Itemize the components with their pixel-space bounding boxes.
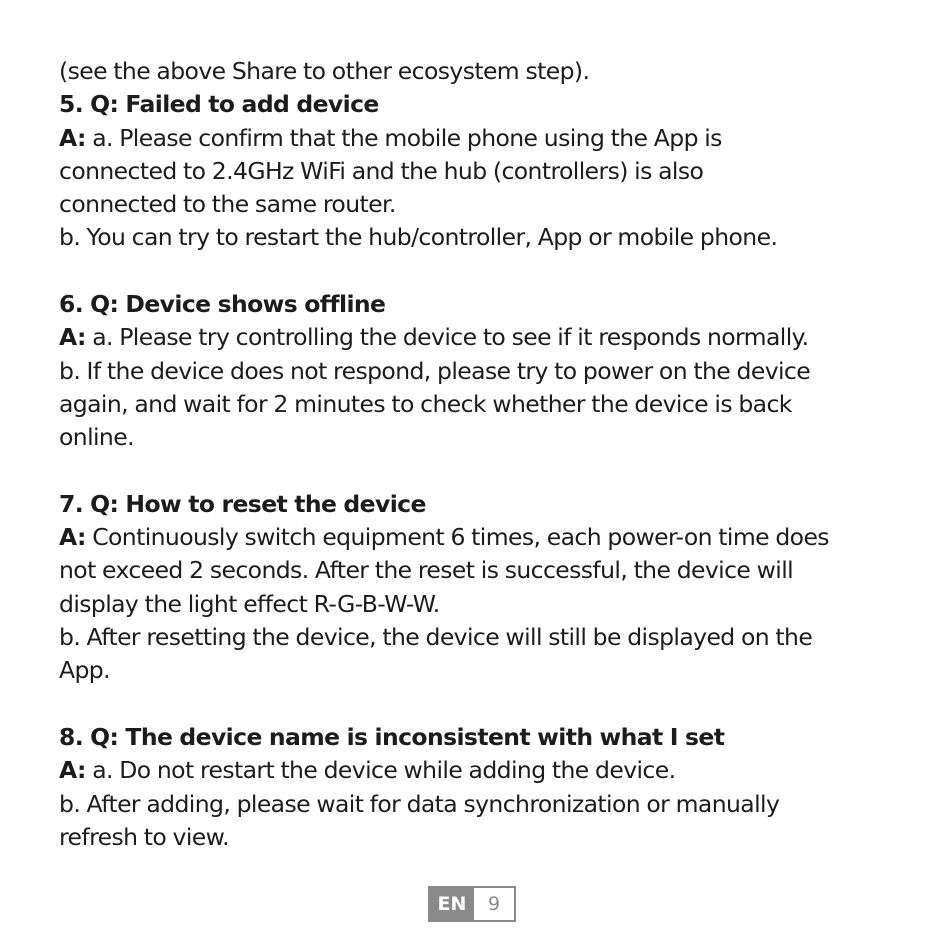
faq-answer-7-line-1 bbox=[59, 521, 909, 554]
answer-prefix: A: bbox=[59, 756, 86, 785]
faq-answer-6-line-2: b. If the device does not respond, please try to power on the device bbox=[59, 356, 811, 385]
faq-content bbox=[59, 55, 909, 854]
faq-answer-7-line-2: not exceed 2 seconds. After the reset is successful, the device will bbox=[59, 556, 794, 585]
answer-prefix: A: bbox=[59, 523, 86, 552]
language-label: EN bbox=[430, 888, 474, 920]
faq-answer-8-line-3: refresh to view. bbox=[59, 822, 229, 851]
answer-text: a. Please confirm that the mobile phone using the App is bbox=[85, 123, 722, 152]
faq-answer-7-line-4: b. After resetting the device, the device will still be displayed on the bbox=[59, 623, 813, 652]
faq-answer-8-line-1 bbox=[59, 754, 909, 787]
section-gap bbox=[59, 455, 909, 488]
faq-answer-5-line-4: b. You can try to restart the hub/controller, App or mobile phone. bbox=[59, 223, 778, 252]
faq-answer-6-line-1 bbox=[59, 321, 909, 354]
faq-answer-6-line-3: again, and wait for 2 minutes to check whether the device is back bbox=[59, 389, 792, 418]
answer-text: a. Do not restart the device while adding the device. bbox=[85, 756, 676, 785]
answer-text: a. Please try controlling the device to see if it responds normally. bbox=[85, 323, 809, 352]
faq-answer-8-line-2: b. After adding, please wait for data synchronization or manually bbox=[59, 789, 780, 818]
faq-answer-5-line-2: connected to 2.4GHz WiFi and the hub (controllers) is also bbox=[59, 156, 704, 185]
intro-line: (see the above Share to other ecosystem step). bbox=[59, 57, 590, 85]
section-gap bbox=[59, 255, 909, 288]
page-number: 9 bbox=[474, 888, 514, 920]
faq-question-6: 6. Q: Device shows offline bbox=[59, 290, 386, 319]
section-gap bbox=[59, 688, 909, 721]
faq-answer-7-line-3: display the light effect R-G-B-W-W. bbox=[59, 589, 440, 618]
answer-prefix: A: bbox=[59, 323, 86, 352]
faq-answer-5-line-3: connected to the same router. bbox=[59, 190, 396, 219]
answer-prefix: A: bbox=[59, 123, 86, 152]
faq-answer-7-line-5: App. bbox=[59, 656, 110, 685]
faq-answer-6-line-4: online. bbox=[59, 423, 134, 452]
answer-text: Continuously switch equipment 6 times, each power-on time does bbox=[85, 523, 829, 552]
faq-question-7: 7. Q: How to reset the device bbox=[59, 489, 426, 518]
faq-question-8: 8. Q: The device name is inconsistent with what I set bbox=[59, 722, 725, 751]
faq-answer-5-line-1 bbox=[59, 122, 909, 155]
page-number-badge bbox=[428, 886, 516, 922]
faq-question-5: 5. Q: Failed to add device bbox=[59, 90, 379, 119]
